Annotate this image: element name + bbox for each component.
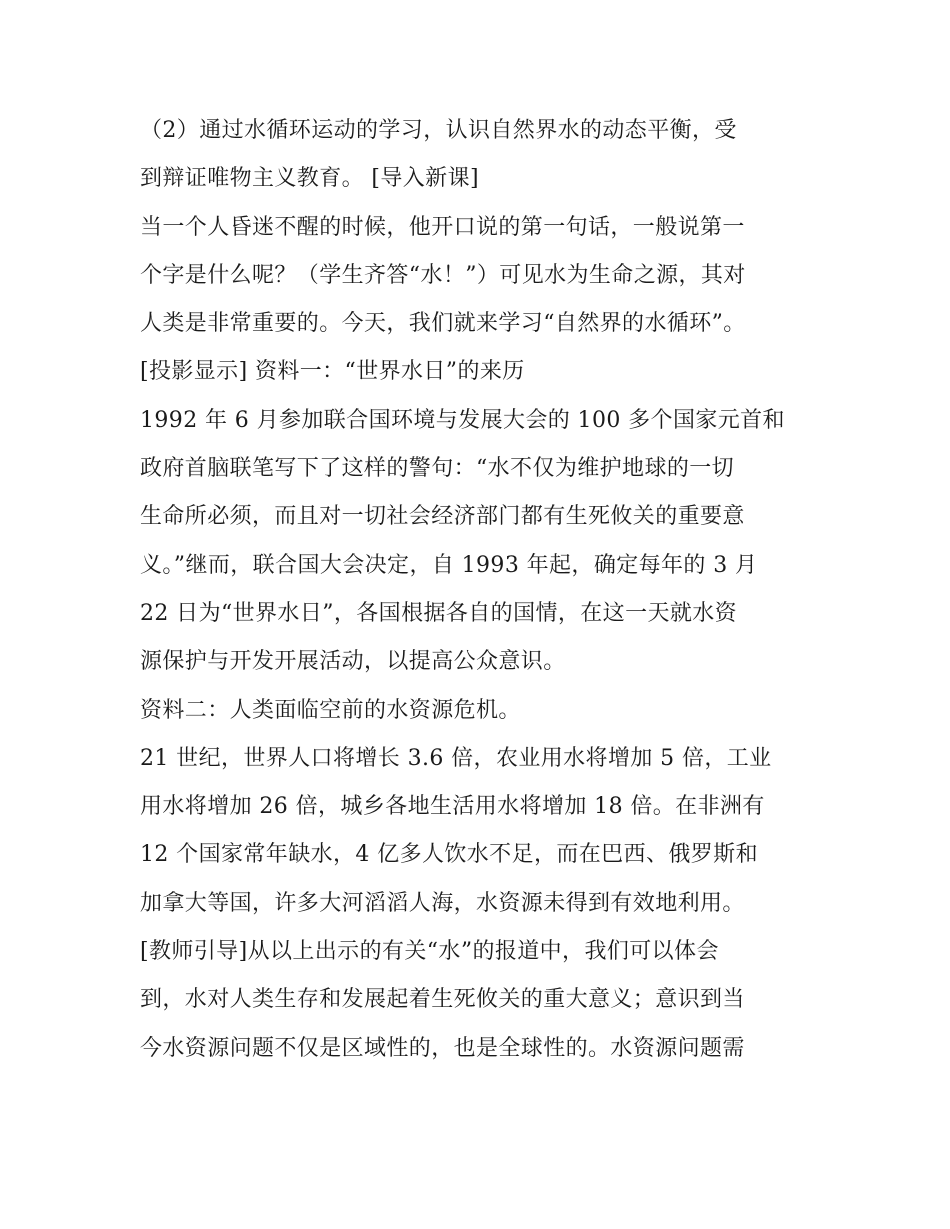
text-line: 用水将增加 26 倍，城乡各地生活用水将增加 18 倍。在非洲有 (140, 794, 765, 820)
text-line: 今水资源问题不仅是区域性的，也是全球性的。水资源问题需 (140, 1035, 745, 1061)
text-line: （2）通过水循环运动的学习，认识自然界水的动态平衡，受 (140, 118, 737, 143)
text-line: 12 个国家常年缺水，4 亿多人饮水不足，而在巴西、俄罗斯和 (140, 842, 758, 868)
text-line: [教师引导]从以上出示的有关“水”的报道中，我们可以体会 (140, 939, 719, 965)
text-line: 个字是什么呢？（学生齐答“水！”）可见水为生命之源，其对 (140, 262, 746, 288)
text-line: 22 日为“世界水日”，各国根据各自的国情，在这一天就水资 (140, 600, 738, 626)
text-line: 加拿大等国，许多大河滔滔人海，水资源未得到有效地利用。 (140, 890, 745, 916)
text-line: 到辩证唯物主义教育。 [导入新课] (140, 166, 479, 192)
text-line: 人类是非常重要的。今天，我们就来学习“自然界的水循环”。 (140, 311, 746, 337)
text-line: 资料二：人类面临空前的水资源危机。 (140, 697, 521, 723)
text-line: [投影显示] 资料一：“世界水日”的来历 (140, 359, 525, 385)
text-line: 生命所必须，而且对一切社会经济部门都有生死攸关的重要意 (140, 504, 745, 530)
text-line: 义。”继而，联合国大会决定，自 1993 年起，确定每年的 3 月 (140, 552, 758, 578)
text-line: 1992 年 6 月参加联合国环境与发展大会的 100 多个国家元首和 (140, 407, 785, 433)
text-line: 21 世纪，世界人口将增长 3.6 倍，农业用水将增加 5 倍，工业 (140, 745, 772, 771)
text-line: 源保护与开发开展活动，以提高公众意识。 (140, 649, 566, 675)
text-line: 政府首脑联笔写下了这样的警句：“水不仅为维护地球的一切 (140, 456, 735, 482)
text-line: 当一个人昏迷不醒的时候，他开口说的第一句话，一般说第一 (140, 214, 745, 240)
text-line: 到，水对人类生存和发展起着生死攸关的重大意义；意识到当 (140, 987, 745, 1013)
document-body (140, 107, 840, 1073)
